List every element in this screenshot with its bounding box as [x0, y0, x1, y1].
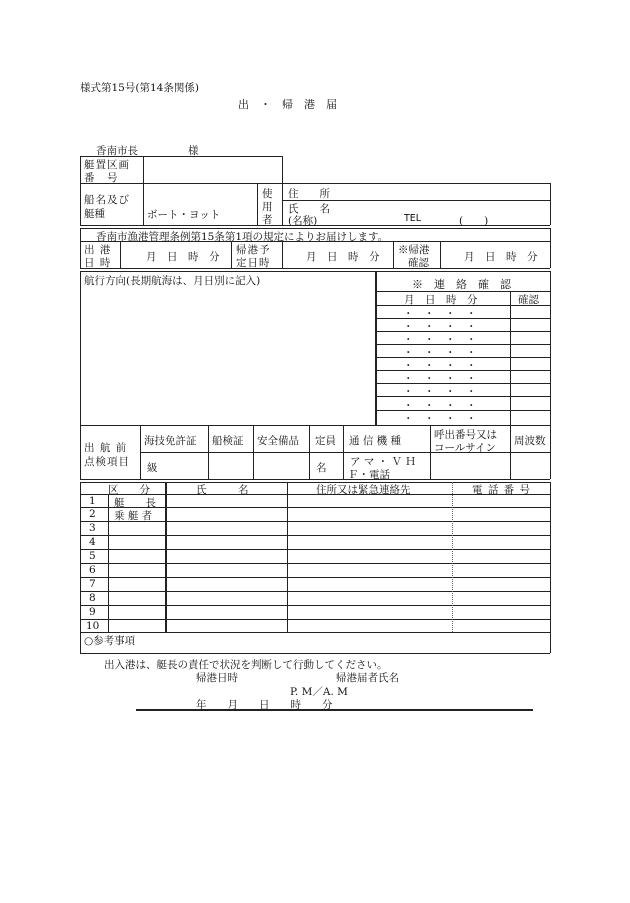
- license-grade[interactable]: 級: [147, 462, 158, 474]
- statement-text: 香南市漁港管理条例第15条第1項の規定によりお届けします。: [96, 231, 389, 243]
- route-field[interactable]: [84, 290, 372, 422]
- boat-cert-label: 船検証: [212, 435, 244, 447]
- zone-label-2: 番 号: [84, 172, 119, 184]
- crew-contact-fields[interactable]: [289, 496, 451, 631]
- crew-row-number: 8: [89, 592, 96, 604]
- inspection-label: 出 航 前: [84, 442, 128, 454]
- return-plan-datetime-field[interactable]: 月 日 時 分: [306, 251, 380, 263]
- crew-row-number: 5: [89, 550, 96, 562]
- return-datetime-label: 帰港日時: [196, 672, 238, 684]
- name-field[interactable]: [345, 202, 405, 222]
- departure-datetime-field[interactable]: 月 日 時 分: [146, 251, 220, 263]
- capacity-label: 定員: [315, 435, 336, 447]
- safety-field[interactable]: [254, 454, 308, 478]
- departure-label: 出 港: [84, 244, 112, 256]
- notes-field[interactable]: [150, 634, 548, 652]
- vessel-type-label: 艇種: [84, 208, 105, 220]
- boat-type-value: ボート・ヨット: [147, 209, 221, 221]
- contact-row[interactable]: ・ ・ ・ ・: [403, 360, 477, 372]
- callsign-label: 呼出番号又は: [434, 429, 497, 441]
- ampm-field[interactable]: P. M／A. M: [290, 686, 348, 698]
- vessel-name-label: 船名及び: [84, 194, 130, 206]
- contact-row[interactable]: ・ ・ ・ ・: [403, 373, 477, 385]
- addressee: 香南市長: [96, 145, 138, 157]
- inspection-label-2: 点検項目: [84, 456, 130, 468]
- footer-notice: 出入港は、艇長の責任で状況を判断して行動してください。: [104, 659, 388, 671]
- crew-row-number: 6: [89, 564, 96, 576]
- vessel-name-field[interactable]: [144, 185, 256, 202]
- crew-col-contact: 住所又は緊急連絡先: [316, 484, 411, 496]
- frequency-field[interactable]: [511, 454, 549, 478]
- contact-col-confirm: 確認: [518, 294, 539, 306]
- crew-row-number: 2: [89, 508, 96, 520]
- comm-types[interactable]: ア マ ・ Ｖ Ｈ: [350, 456, 416, 468]
- comm-types-2[interactable]: Ｆ・電話: [348, 469, 390, 481]
- route-label: 航行方向(長期航海は、月日別に記入): [84, 275, 261, 287]
- zone-number-field[interactable]: [144, 160, 280, 180]
- crew-col-class: 区 分: [108, 484, 150, 496]
- comm-label: 通 信 機 種: [349, 435, 402, 447]
- name-label-2: (名称): [288, 215, 318, 227]
- crew-row-role: 乗 艇 者: [114, 510, 153, 522]
- departure-label-2: 日 時: [84, 257, 112, 269]
- form-title: 出 ・ 帰 港 届: [238, 98, 337, 111]
- contact-row[interactable]: ・ ・ ・ ・: [403, 334, 477, 346]
- contact-col-datetime: 月 日 時 分: [404, 294, 478, 306]
- user-label-1: 使: [262, 188, 273, 200]
- callsign-label-2: コールサイン: [434, 442, 497, 454]
- zone-label: 艇置区画: [84, 159, 130, 171]
- crew-row-role: 艇 長: [114, 497, 156, 509]
- license-label: 海技免許証: [144, 435, 197, 447]
- capacity-unit[interactable]: 名: [316, 462, 327, 474]
- contact-row[interactable]: ・ ・ ・ ・: [403, 413, 477, 425]
- form-number: 様式第15号(第14条関係): [80, 82, 199, 94]
- crew-row-number: 9: [89, 606, 96, 618]
- return-plan-label-2: 定日時: [236, 257, 271, 269]
- return-confirm-datetime-field[interactable]: 月 日 時 分: [464, 251, 538, 263]
- return-confirm-label: ※帰港: [398, 244, 430, 256]
- crew-row-number: 7: [89, 578, 96, 590]
- contact-row[interactable]: ・ ・ ・ ・: [403, 321, 477, 333]
- crew-col-name: 氏 名: [196, 484, 249, 496]
- return-confirm-label-2: 確認: [408, 257, 429, 269]
- contact-row[interactable]: ・ ・ ・ ・: [403, 386, 477, 398]
- user-label-2: 用: [262, 201, 273, 213]
- contact-row[interactable]: ・ ・ ・ ・: [403, 347, 477, 359]
- safety-label: 安全備品: [257, 435, 299, 447]
- crew-row-number: 10: [86, 620, 100, 632]
- return-plan-label: 帰港予: [236, 244, 271, 256]
- crew-row-number: 3: [89, 522, 96, 534]
- signature-line: [136, 709, 533, 711]
- boat-cert-field[interactable]: [209, 454, 252, 478]
- crew-name-fields[interactable]: [167, 496, 286, 631]
- crew-col-phone: 電 話 番 号: [472, 484, 532, 496]
- name-label: 氏 名: [288, 203, 330, 215]
- frequency-label: 周波数: [514, 435, 546, 447]
- crew-phone-fields[interactable]: [454, 496, 549, 631]
- footer-datetime-field[interactable]: 年 月 日 時 分: [196, 699, 333, 711]
- contact-row[interactable]: ・ ・ ・ ・: [403, 400, 477, 412]
- user-label-3: 者: [262, 214, 273, 226]
- tel-label: TEL: [404, 213, 422, 224]
- contact-title: ※ 連 絡 確 認: [412, 278, 511, 291]
- crew-row-number: 1: [89, 495, 96, 507]
- tel-field[interactable]: ( ): [459, 215, 489, 227]
- notes-label: ○参考事項: [84, 635, 136, 647]
- addressee-honorific: 様: [188, 145, 199, 157]
- callsign-field[interactable]: [431, 454, 509, 478]
- contact-row[interactable]: ・ ・ ・ ・: [403, 308, 477, 320]
- reporter-label: 帰港届者氏名: [336, 672, 399, 684]
- address-field[interactable]: [345, 185, 545, 199]
- crew-row-number: 4: [89, 536, 96, 548]
- address-label: 住 所: [288, 188, 330, 200]
